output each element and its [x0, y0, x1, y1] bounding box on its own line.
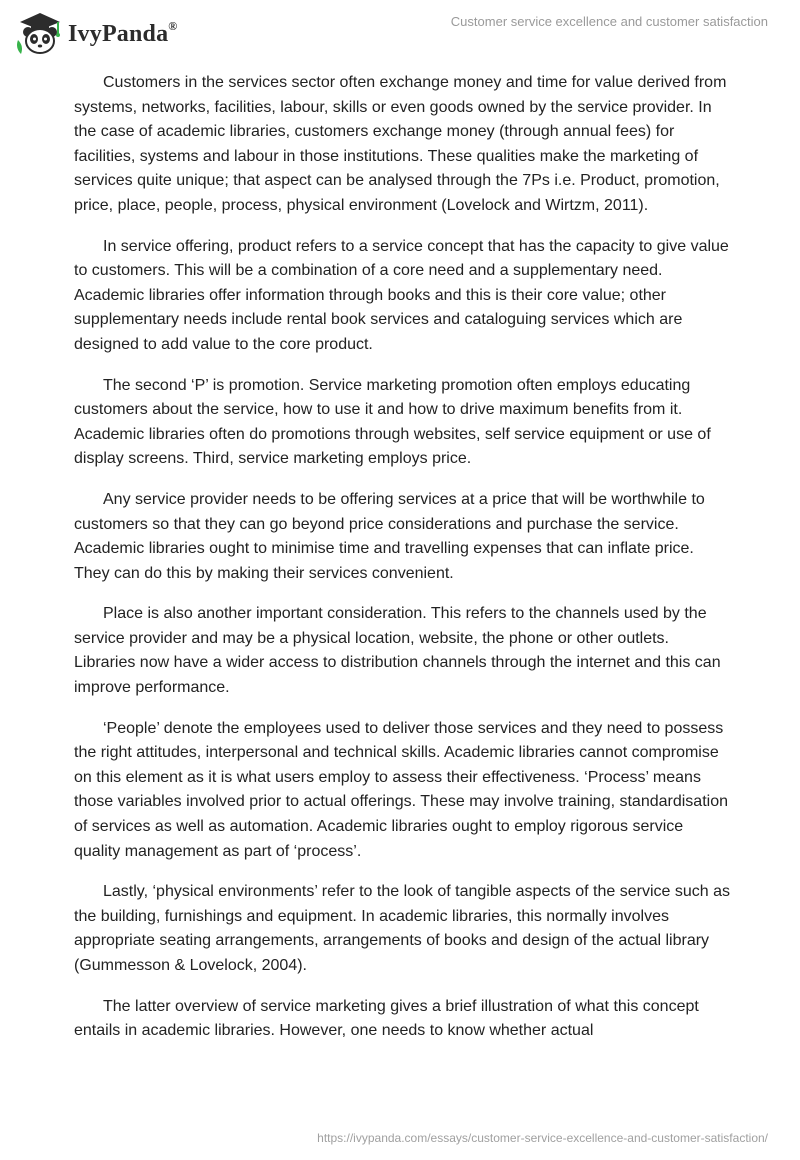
paragraph: The latter overview of service marketing gives a brief illustration of what this concept entails in academic libraries. However, one needs to know whether actual	[74, 997, 699, 1040]
paragraph: Customers in the services sector often exchange money and time for value derived from systems, networks, facilities, labour, skills or even goods owned by the service provider. In the case of academic libraries, customers exchange money (through annual fees) for facilities, systems and labour in those institutions. These qualities make the marketing of services quite unique; that aspect can be analysed through the 7Ps i.e. Product, promotion, price, place, people, process, physical environment (Lovelock and Wirtzm, 2011).	[74, 74, 727, 214]
essay-body	[74, 71, 730, 1060]
paragraph: Place is also another important consideration. This refers to the channels used by the service provider and may be a physical location, website, the phone or other outlets. Libraries now have a wider access to distribution channels through the internet and this can improve performance.	[74, 605, 721, 697]
paragraph: ‘People’ denote the employees used to deliver those services and they need to possess the right attitudes, interpersonal and technical skills. Academic libraries cannot compromise on this element as it is what users employ to assess their effectiveness. ‘Process’ means those variables involved prior to actual offerings. These may involve training, standardisation of services as well as automation. Academic libraries ought to employ rigorous service quality management as part of ‘process’.	[74, 719, 728, 860]
brand-name: IvyPanda®	[68, 18, 178, 47]
paragraph: Any service provider needs to be offering services at a price that will be worthwhile to customers so that they can go beyond price considerations and purchase the service. Academic libraries ought to minimise time and travelling expenses that can inflate price. They can do this by making their services convenient.	[74, 490, 705, 582]
ivypanda-logo[interactable]	[14, 10, 177, 56]
document-title: Customer service excellence and customer satisfaction	[450, 14, 768, 29]
source-url[interactable]: https://ivypanda.com/essays/customer-service-excellence-and-customer-satisfaction/	[317, 1131, 768, 1145]
panda-graduation-cap-icon	[14, 10, 64, 56]
paragraph: The second ‘P’ is promotion. Service marketing promotion often employs educating customers about the service, how to use it and how to drive maximum benefits from it. Academic libraries often do promotions through websites, self service equipment or use of display screens. Third, service marketing employs price.	[74, 376, 711, 468]
page-header	[0, 0, 800, 70]
paragraph: In service offering, product refers to a service concept that has the capacity to give value to customers. This will be a combination of a core need and a supplementary need. Academic libraries offer information through books and this is their core value; other supplementary needs include rental book services and cataloguing services which are designed to add value to the core product.	[74, 237, 729, 353]
paragraph: Lastly, ‘physical environments’ refer to the look of tangible aspects of the service such as the building, furnishings and equipment. In academic libraries, this normally involves appropriate seating arrangements, arrangements of books and design of the actual library (Gummesson & Lovelock, 2004).	[74, 883, 730, 974]
